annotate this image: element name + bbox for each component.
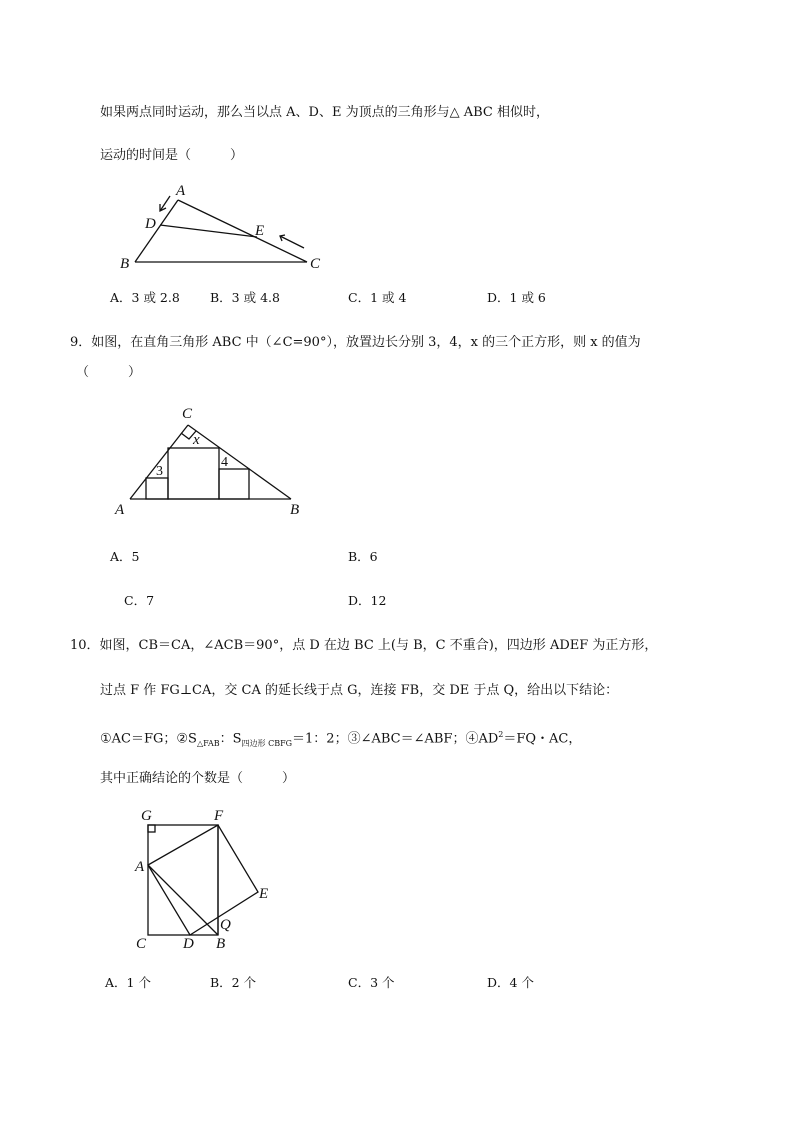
q10-stem-text: 如图，CB＝CA，∠ACB＝90°，点 D 在边 BC 上(与 B，C 不重合)，四边形 ADEF 为正方形，	[99, 638, 658, 653]
q10-conclusion-sup: 2	[498, 730, 504, 739]
q8-option-a[interactable]: A．3 或 2.8	[110, 290, 180, 305]
q9-figure	[108, 400, 318, 522]
q8-option-b[interactable]: B．3 或 4.8	[210, 290, 280, 305]
q10-right-angle-g	[148, 825, 155, 832]
q9-option-a[interactable]: A．5	[110, 549, 140, 564]
q10-conclusion-sub1: △FAB	[196, 738, 220, 748]
q9-stem	[70, 334, 641, 352]
q8-side-ac	[178, 200, 307, 262]
q10-conclusions	[100, 726, 581, 753]
q10-label-c: C	[136, 936, 147, 952]
q10-conclusion-part3: ＝1：2；③∠ABC＝∠ABF；④AD	[292, 731, 499, 747]
q9-paren: （ ）	[76, 365, 142, 380]
q8-side-ab	[135, 200, 178, 262]
q9-stem-text: 如图，在直角三角形 ABC 中（∠C=90°），放置边长分别 3，4，x 的三个正方形，则 x 的值为	[91, 335, 641, 350]
q10-label-b: B	[216, 936, 226, 952]
q8-arrow-e	[280, 236, 304, 248]
q10-conclusion-sub2: 四边形 CBFG	[241, 738, 293, 748]
q9-label-four: 4	[221, 455, 228, 470]
q8-label-c: C	[310, 256, 321, 272]
q10-option-d[interactable]: D．4 个	[487, 975, 534, 990]
q10-label-g: G	[141, 808, 152, 824]
q8-text-line1: 如果两点同时运动，那么当以点 A、D、E 为顶点的三角形与△ ABC 相似时，	[100, 105, 549, 120]
q10-label-q: Q	[220, 917, 231, 933]
q10-conclusion-part2: ：S	[219, 731, 242, 747]
q8-figure	[110, 178, 340, 278]
q10-conclusion-part1: ①AC＝FG；②S	[100, 731, 197, 747]
q9-label-a: A	[115, 502, 125, 518]
q10-number: 10．	[70, 638, 100, 653]
q10-square-cbfg	[148, 825, 218, 935]
q8-option-c[interactable]: C．1 或 4	[348, 290, 407, 305]
q8-label-a: A	[176, 183, 186, 199]
q9-option-c[interactable]: C．7	[124, 593, 155, 608]
q10-question: 其中正确结论的个数是（ ）	[100, 771, 296, 786]
q10-label-a: A	[135, 859, 145, 875]
q9-option-b[interactable]: B．6	[348, 549, 378, 564]
q9-option-d[interactable]: D．12	[348, 593, 387, 608]
q10-option-b[interactable]: B．2 个	[210, 975, 257, 990]
q9-square-3	[146, 478, 168, 499]
q9-side-ac	[130, 425, 188, 499]
q10-conclusion-part4: ＝FQ・AC，	[503, 731, 582, 747]
q9-label-three: 3	[156, 464, 163, 479]
q10-label-f: F	[214, 808, 224, 824]
q10-option-a[interactable]: A．1 个	[105, 975, 151, 990]
q9-label-b: B	[290, 502, 300, 518]
q10-square-adef	[148, 825, 258, 935]
q9-label-x: x	[193, 432, 200, 448]
q10-stem	[70, 637, 657, 655]
q8-label-e: E	[255, 223, 265, 239]
q10-label-e: E	[259, 886, 269, 902]
q8-label-b: B	[120, 256, 130, 272]
q10-label-d: D	[183, 936, 194, 952]
q10-text-line2: 过点 F 作 FG⊥CA，交 CA 的延长线于点 G，连接 FB，交 DE 于点 Q，给出以下结论：	[100, 683, 619, 698]
q9-square-4	[219, 469, 249, 499]
q8-option-d[interactable]: D．1 或 6	[487, 290, 546, 305]
q9-number: 9．	[70, 335, 92, 350]
q9-square-x	[168, 448, 219, 499]
q10-option-c[interactable]: C．3 个	[348, 975, 395, 990]
q10-figure	[128, 802, 288, 957]
q8-text-line2: 运动的时间是（ ）	[100, 148, 244, 163]
q9-label-c: C	[182, 406, 193, 422]
q9-side-cb	[188, 425, 291, 499]
q8-label-d: D	[145, 216, 156, 232]
